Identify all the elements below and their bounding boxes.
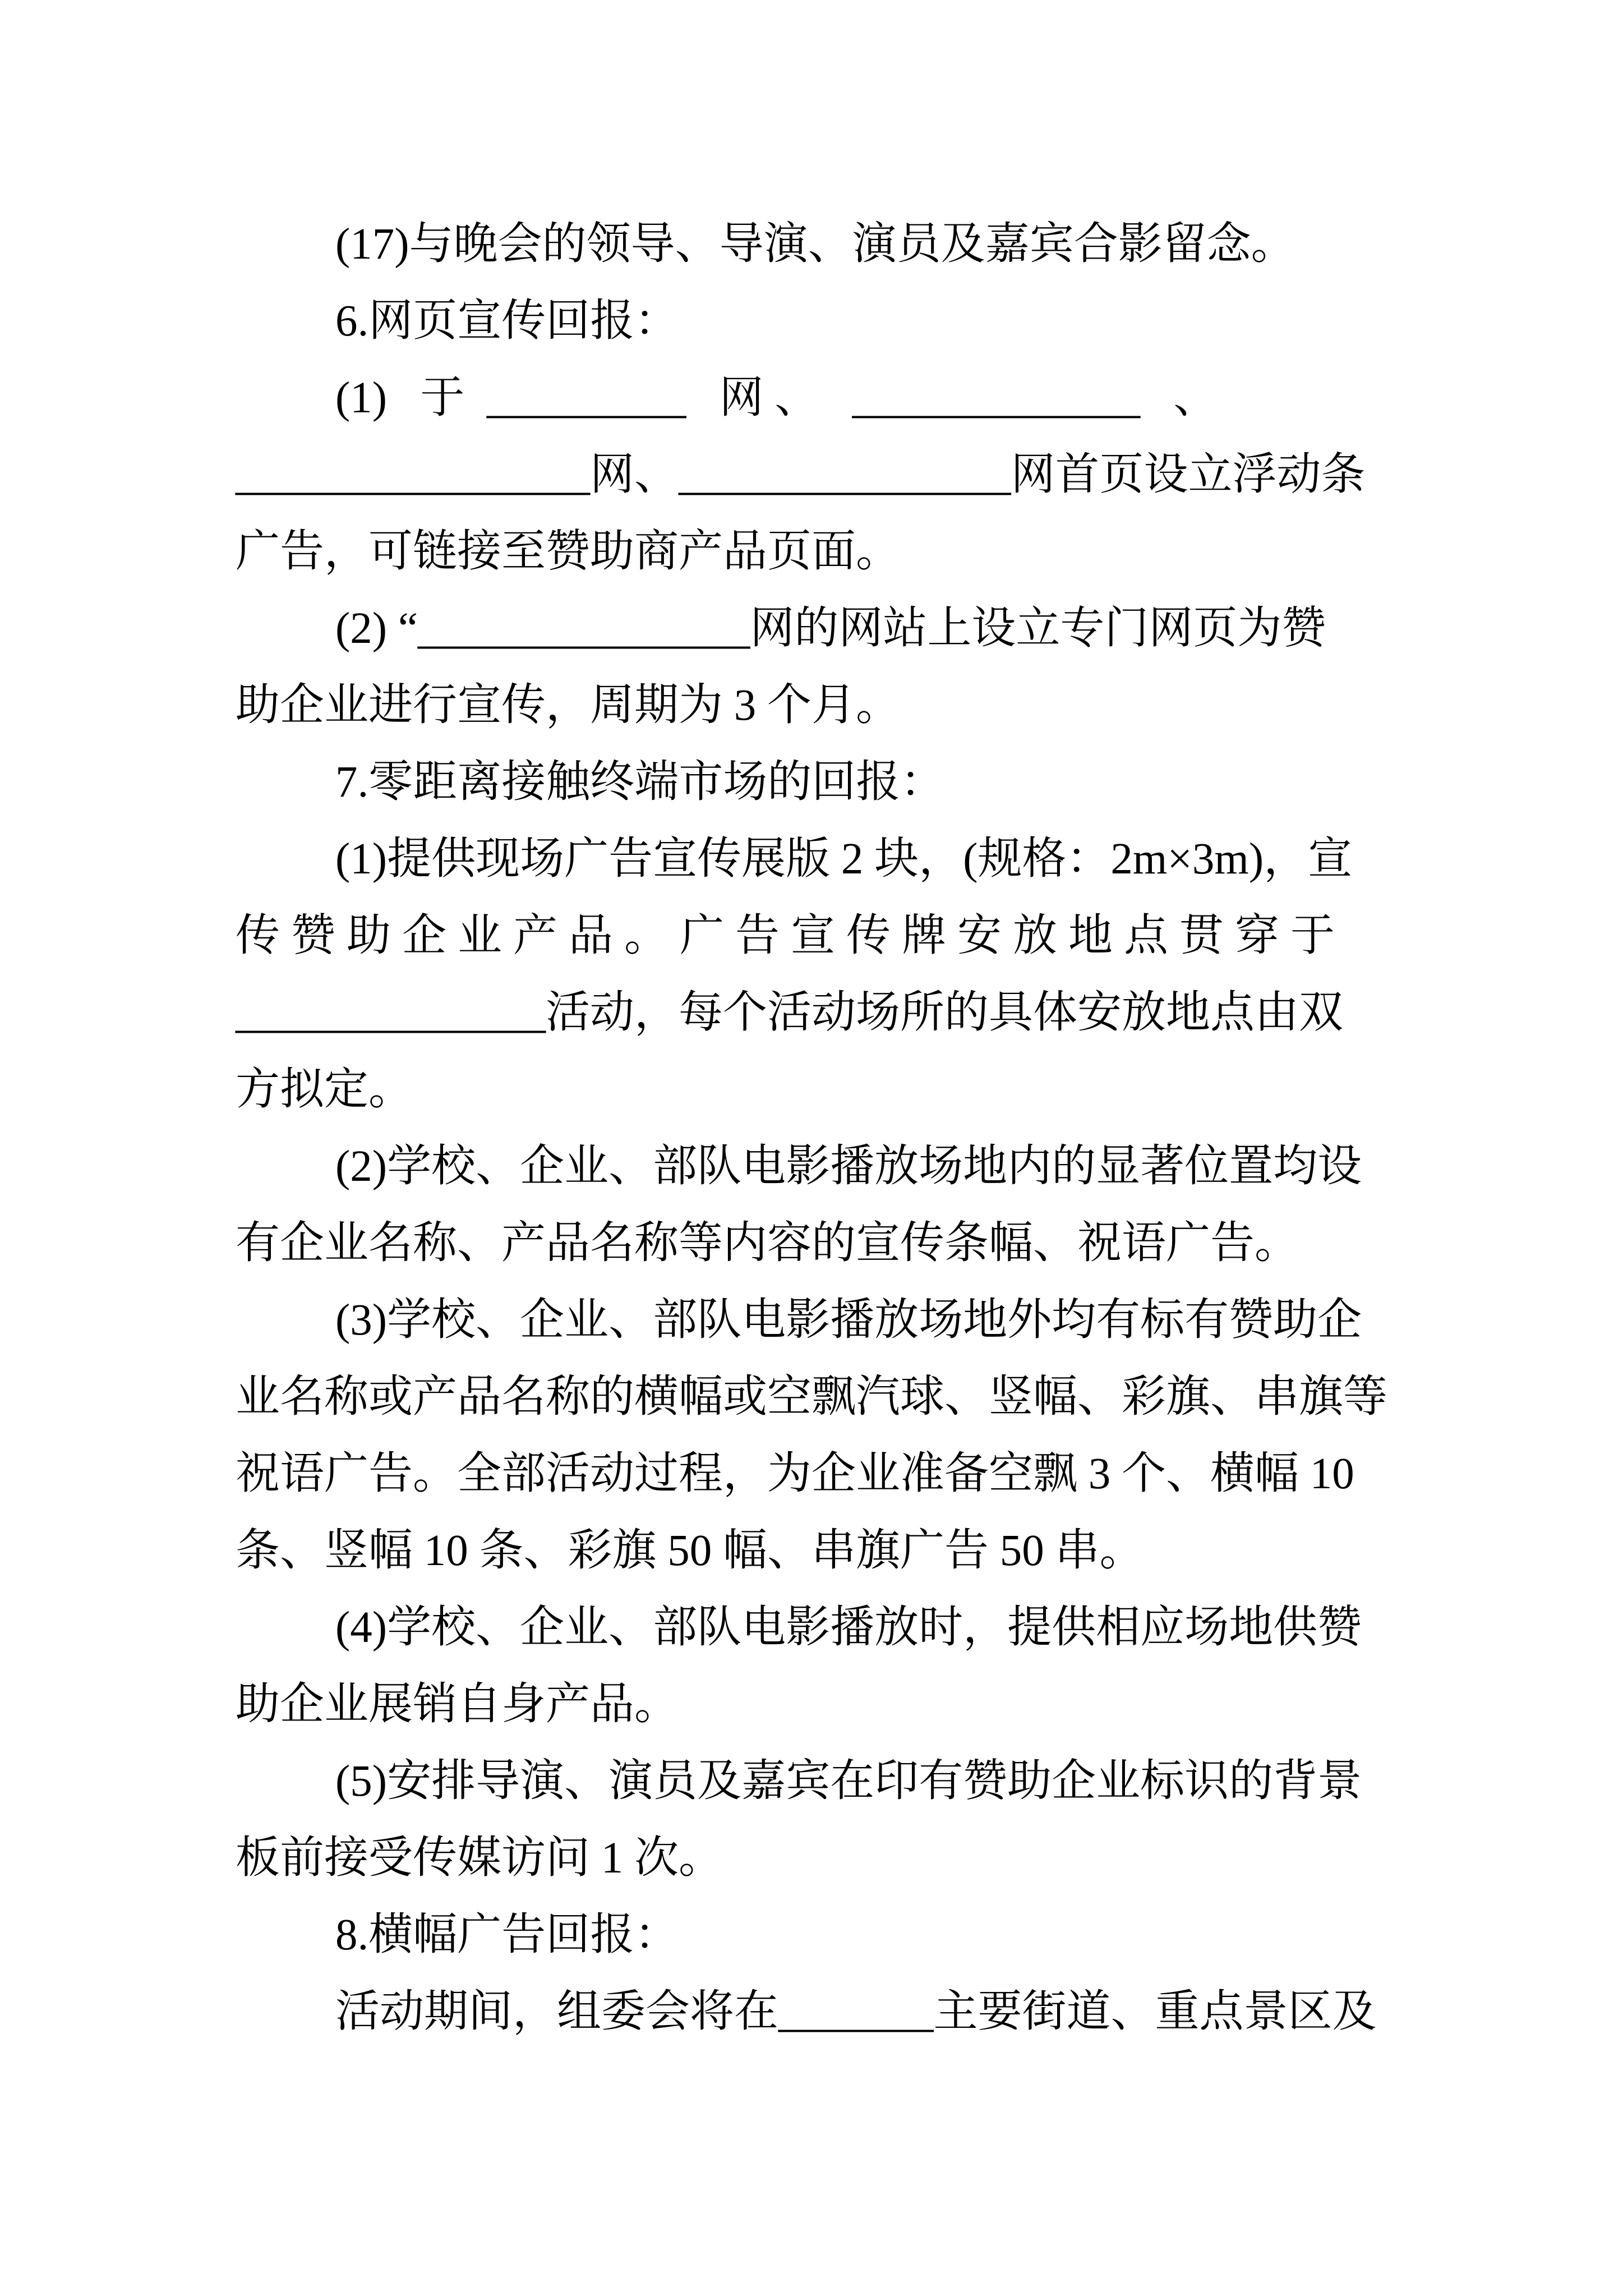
doc-line-04: ________________网、_______________网首页设立浮动条 xyxy=(236,450,1366,499)
doc-line-24: 活动期间，组委会将在_______主要街道、重点景区及 xyxy=(335,1987,1377,2036)
doc-line-12: 方拟定。 xyxy=(236,1065,413,1114)
doc-line-17: 祝语广告。全部活动过程，为企业准备空飘 3 个、横幅 10 xyxy=(236,1450,1354,1498)
doc-line-19: (4)学校、企业、部队电影播放时，提供相应场地供赞 xyxy=(335,1603,1362,1652)
doc-line-18: 条、竖幅 10 条、彩旗 50 幅、串旗广告 50 串。 xyxy=(236,1526,1144,1575)
doc-line-15: (3)学校、企业、部队电影播放场地外均有标有赞助企 xyxy=(335,1296,1362,1345)
doc-line-06: (2) “_______________网的网站上设立专门网页为赞 xyxy=(335,604,1326,653)
doc-line-05: 广告，可链接至赞助商产品页面。 xyxy=(236,527,900,576)
doc-line-09: (1)提供现场广告宣传展版 2 块，(规格：2m×3m)，宣 xyxy=(335,835,1353,884)
doc-line-08: 7.零距离接触终端市场的回报： xyxy=(335,758,945,807)
doc-line-23: 8.横幅广告回报： xyxy=(335,1911,679,1959)
doc-line-16: 业名称或产品名称的横幅或空飘汽球、竖幅、彩旗、串旗等 xyxy=(236,1373,1387,1421)
doc-line-14: 有企业名称、产品名称等内容的宣传条幅、祝语广告。 xyxy=(236,1219,1299,1268)
doc-line-22: 板前接受传媒访问 1 次。 xyxy=(236,1834,723,1883)
doc-line-01: (17)与晚会的领导、导演、演员及嘉宾合影留念。 xyxy=(335,220,1295,269)
doc-line-20: 助企业展销自身产品。 xyxy=(236,1680,679,1729)
doc-line-02: 6.网页宣传回报： xyxy=(335,297,679,346)
doc-line-07: 助企业进行宣传，周期为 3 个月。 xyxy=(236,681,900,730)
doc-line-21: (5)安排导演、演员及嘉宾在印有赞助企业标识的背景 xyxy=(335,1757,1362,1806)
doc-line-11: ______________活动，每个活动场所的具体安放地点由双 xyxy=(236,988,1343,1037)
doc-line-13: (2)学校、企业、部队电影播放场地内的显著位置均设 xyxy=(335,1142,1362,1191)
doc-line-03: (1) 于 _________ 网 、 _____________ 、 xyxy=(335,374,1218,422)
doc-line-10: 传赞助企业产品。广告宣传牌安放地点贯穿于 xyxy=(236,912,1346,960)
